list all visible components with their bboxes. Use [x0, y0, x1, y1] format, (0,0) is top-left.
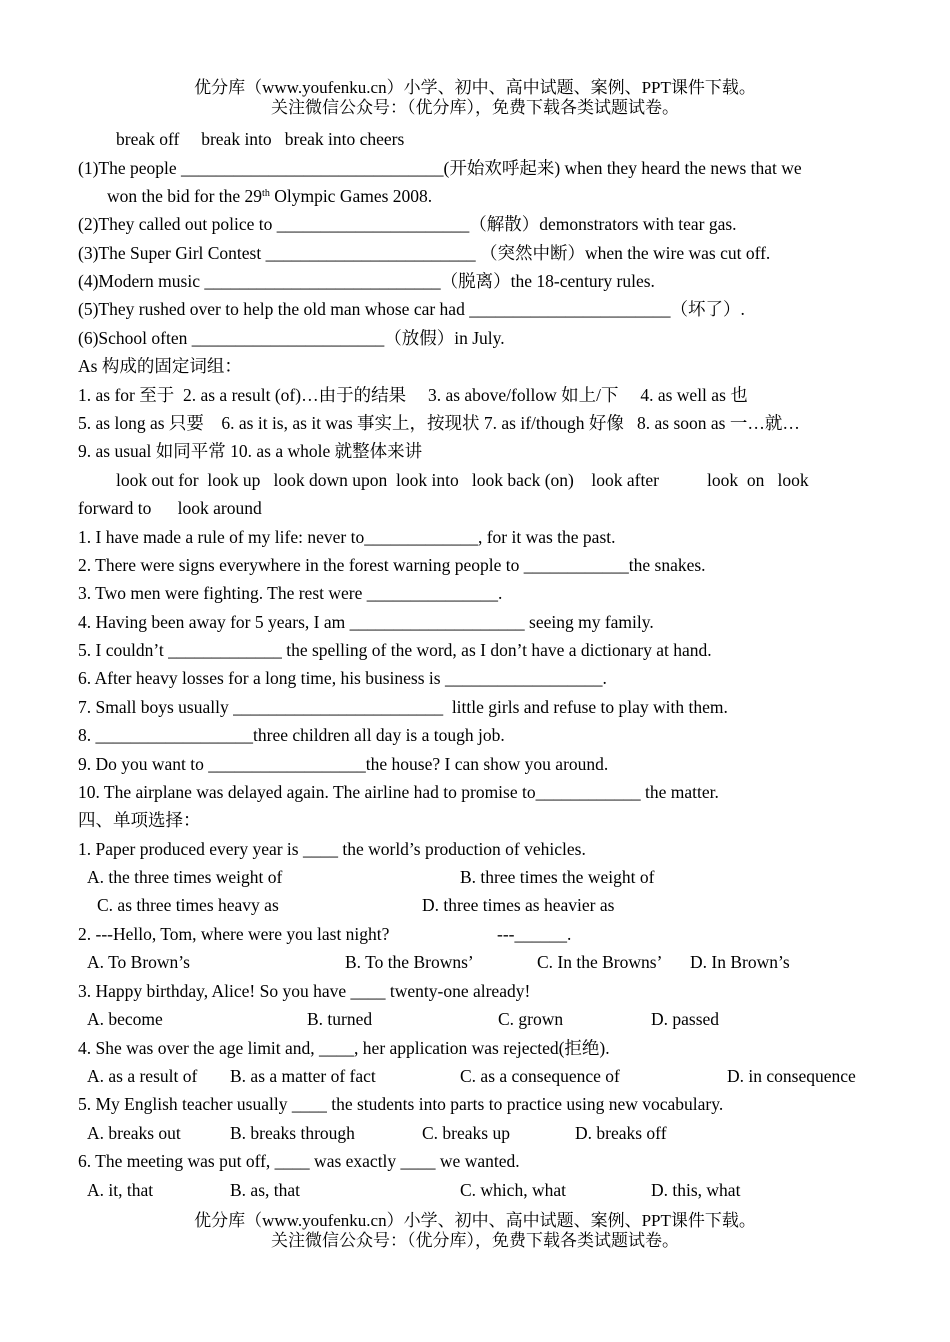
mc-q3-option-d: D. passed: [651, 1009, 720, 1029]
mc-q1-option-a: A. the three times weight of: [87, 867, 283, 887]
mc-q4-option-b: B. as a matter of fact: [230, 1066, 376, 1086]
break-question-1a: (1)The people ______________________________(开始欢呼起来) when they heard the news that we: [78, 158, 802, 178]
as-phrases-row-3: 9. as usual 如同平常 10. as a whole 就整体来讲: [78, 441, 423, 461]
look-question-3: 3. Two men were fighting. The rest were _______________.: [78, 583, 503, 603]
header-line-2: 关注微信公众号：（优分库），免费下载各类试题试卷。: [271, 98, 679, 117]
mc-question-2: 2. ---Hello, Tom, where were you last night?: [78, 924, 390, 944]
header-line-1: 优分库（www.youfenku.cn）小学、初中、高中试题、案例、PPT课件下载。: [194, 78, 756, 97]
look-question-9: 9. Do you want to __________________the house? I can show you around.: [78, 754, 609, 774]
mc-q3-option-b: B. turned: [307, 1009, 373, 1029]
mc-q3-option-a: A. become: [87, 1009, 163, 1029]
mc-q2-option-c: C. In the Browns’: [537, 952, 663, 972]
break-q1b-post: Olympic Games 2008.: [269, 186, 433, 206]
mc-q5-option-b: B. breaks through: [230, 1123, 355, 1143]
mc-q2-option-a: A. To Brown’s: [87, 952, 190, 972]
mc-question-3: 3. Happy birthday, Alice! So you have ____ twenty-one already!: [78, 981, 531, 1001]
mc-q1-option-d: D. three times as heavier as: [422, 895, 615, 915]
mc-q6-option-a: A. it, that: [87, 1180, 154, 1200]
look-question-8: 8. __________________three children all day is a tough job.: [78, 725, 505, 745]
mc-q3-option-c: C. grown: [498, 1009, 564, 1029]
mc-q4-option-d: D. in consequence: [727, 1066, 856, 1086]
mc-question-5: 5. My English teacher usually ____ the students into parts to practice using new vocabulary.: [78, 1094, 724, 1114]
mc-q2-option-b: B. To the Browns’: [345, 952, 474, 972]
mc-q4-option-c: C. as a consequence of: [460, 1066, 620, 1086]
as-phrases-row-2: 5. as long as 只要 6. as it is, as it was 事实上，按现状 7. as if/though 好像 8. as soon as 一…就…: [78, 413, 800, 433]
mc-q2-option-d: D. In Brown’s: [690, 952, 790, 972]
mc-q1-option-c: C. as three times heavy as: [97, 895, 279, 915]
break-question-4: (4)Modern music ___________________________（脱离）the 18-century rules.: [78, 271, 655, 291]
look-question-5: 5. I couldn’t _____________ the spelling of the word, as I don’t have a dictionary at hand.: [78, 640, 712, 660]
mc-q5-option-c: C. breaks up: [422, 1123, 510, 1143]
mc-question-6: 6. The meeting was put off, ____ was exactly ____ we wanted.: [78, 1151, 520, 1171]
look-question-10: 10. The airplane was delayed again. The airline had to promise to____________ the matter.: [78, 782, 719, 802]
break-q1b-pre: won the bid for the 29: [107, 186, 263, 206]
break-question-5: (5)They rushed over to help the old man whose car had _______________________（坏了）.: [78, 299, 745, 319]
break-phrases: break off break into break into cheers: [116, 129, 405, 149]
mc-question-1: 1. Paper produced every year is ____ the world’s production of vehicles.: [78, 839, 586, 859]
break-question-6: (6)School often ______________________（放假）in July.: [78, 328, 505, 348]
mc-q6-option-c: C. which, what: [460, 1180, 566, 1200]
look-question-1: 1. I have made a rule of my life: never to_____________, for it was the past.: [78, 527, 616, 547]
mc-q5-option-d: D. breaks off: [575, 1123, 667, 1143]
look-phrases-line-2: forward to look around: [78, 498, 262, 518]
break-q1b-sup: th: [262, 188, 270, 199]
mc-q5-option-a: A. breaks out: [87, 1123, 181, 1143]
as-phrases-row-1: 1. as for 至于 2. as a result (of)…由于的结果 3. as above/follow 如上/下 4. as well as 也: [78, 385, 748, 405]
mc-q4-option-a: A. as a result of: [87, 1066, 198, 1086]
mc-q1-option-b: B. three times the weight of: [460, 867, 655, 887]
break-question-3: (3)The Super Girl Contest ________________________ （突然中断）when the wire was cut off.: [78, 243, 771, 263]
look-question-7: 7. Small boys usually ________________________ little girls and refuse to play with them.: [78, 697, 728, 717]
look-phrases-line-1: look out for look up look down upon look into look back (on) look after look on look: [116, 470, 809, 490]
mc-q2-reply: ---______.: [497, 924, 572, 944]
break-question-1b: [107, 185, 432, 207]
break-question-2: (2)They called out police to ______________________（解散）demonstrators with tear gas.: [78, 214, 737, 234]
look-question-4: 4. Having been away for 5 years, I am ____________________ seeing my family.: [78, 612, 654, 632]
footer-line-1: 优分库（www.youfenku.cn）小学、初中、高中试题、案例、PPT课件下载。: [194, 1211, 756, 1230]
mc-q6-option-d: D. this, what: [651, 1180, 741, 1200]
look-question-6: 6. After heavy losses for a long time, his business is __________________.: [78, 668, 607, 688]
look-question-2: 2. There were signs everywhere in the forest warning people to ____________the snakes.: [78, 555, 706, 575]
mc-section-title: 四、单项选择：: [78, 810, 201, 830]
as-section-title: As 构成的固定词组：: [78, 356, 242, 376]
mc-q6-option-b: B. as, that: [230, 1180, 300, 1200]
mc-question-4: 4. She was over the age limit and, ____, her application was rejected(拒绝).: [78, 1038, 610, 1058]
footer-line-2: 关注微信公众号：（优分库），免费下载各类试题试卷。: [271, 1231, 679, 1250]
